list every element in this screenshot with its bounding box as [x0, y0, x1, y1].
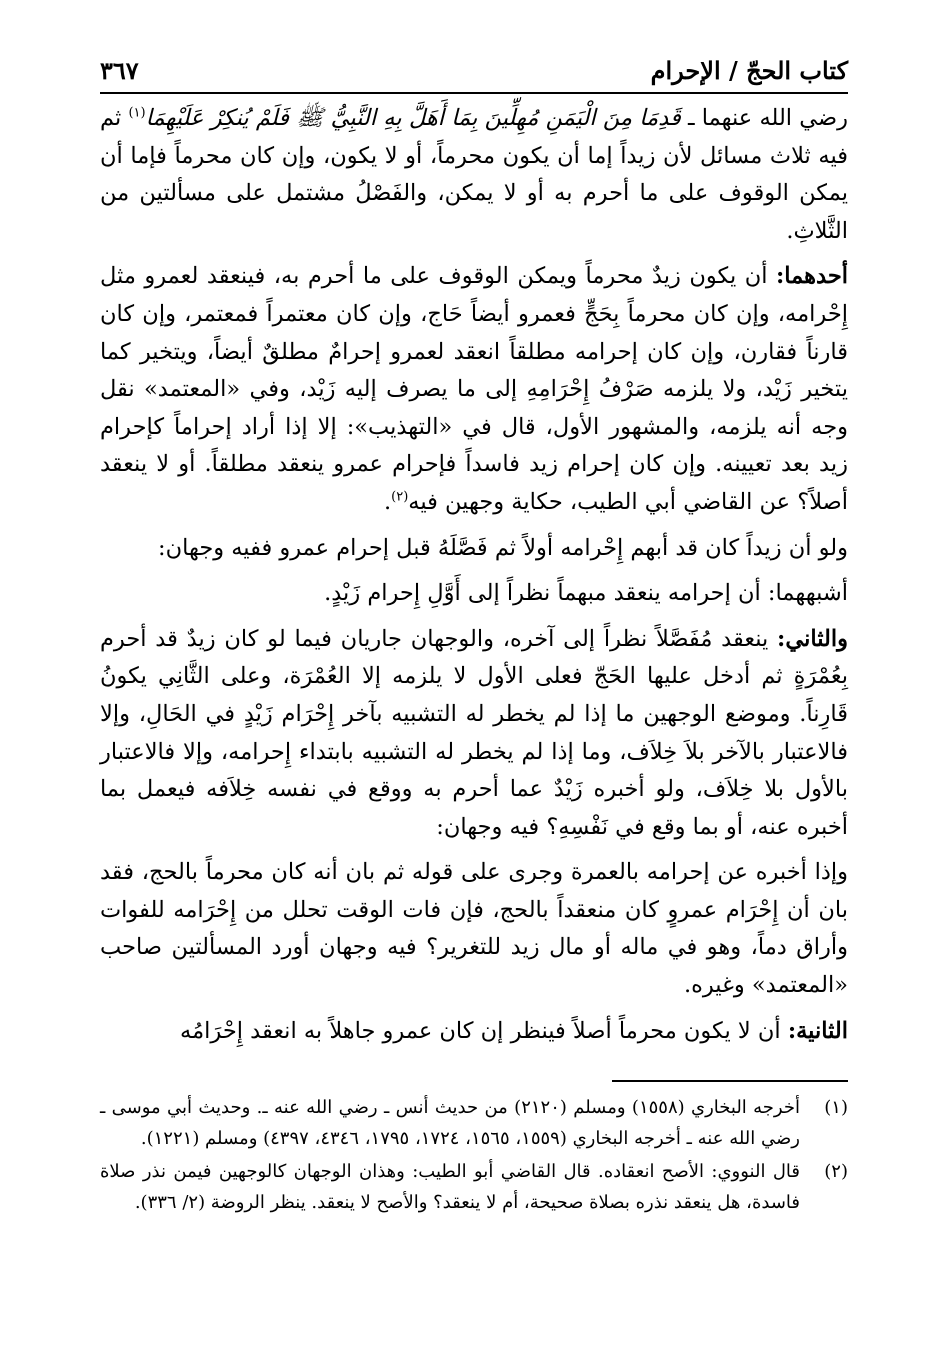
paragraph-5-lead: والثاني: — [777, 625, 848, 652]
footnote-number: (١) — [824, 1097, 848, 1118]
paragraph-7-lead: الثانية: — [787, 1017, 848, 1044]
footnote-text: أخرجه البخاري (١٥٥٨) ومسلم (٢١٢٠) من حديث أنس ـ رضي الله عنه ـ. وحديث أبي موسى ـ رضي الله عنه ـ أخرجه البخاري (١٥٥٩، ١٥٦٥، ١٧٢٤، ١٧٩٥، ٤٣٤٦، ٤٣٩٧) ومسلم (١٢٢١). — [100, 1097, 800, 1149]
paragraph-2-lead: أحدهما: — [775, 263, 848, 290]
page-number: ٣٦٧ — [100, 55, 139, 85]
paragraph-2 — [100, 258, 848, 521]
paragraph-6: وإذا أخبره عن إحرامه بالعمرة وجرى على قوله ثم بان أنه كان محرماً بالحج، فقد بان أن إِحْرَام عمروٍ كان منعقداً بالحج، فإن فات الوقت تحلل من إِحْرَامه للفوات وأراق دماً، وهو في ماله أو مال زيد للتغرير؟ فيه وجهان أورد المسألتين صاحب «المعتمد» وغيره. — [100, 859, 848, 999]
paragraph-1 — [100, 100, 848, 250]
paragraph-2-end: . — [383, 488, 392, 515]
paragraph-5-text: ينعقد مُفَصَّلاً نظراً إلى آخره، والوجهان جاريان فيما لو كان زيدٌ قد أحرم بِعُمْرَةٍ ثم أدخل عليها الحَجّ فعلى الأول لا يلزمه إلا العُمْرَة، وعلى الثَّانِي يكونُ قَارِناً. وموضع الوجهين ما إذا لم يخطر له التشبيه بآخر إِحْرَام زَيْدٍ في الحَالِ، وإلا فالاعتبار بالآخر بلاَ خِلاَف، وما إذا لم يخطر له التشبيه بابتداء إِحرامه، وإلا فالاعتبار بالأول بلا خِلاَف، ولو أخبره زَيْدٌ عما أحرم به ووقع في نفسه خِلاَفه فيعمل بما أخبره عنه، أو بما وقع في نَفْسِهِ؟ فيه وجهان: — [100, 625, 848, 840]
paragraph-7 — [100, 1013, 848, 1051]
paragraph-4: أشبههما: أن إحرامه ينعقد مبهماً نظراً إلى أَوَّلِ إِحرام زَيْدٍ. — [324, 580, 848, 607]
paragraph-5 — [100, 621, 848, 847]
paragraph-3: ولو أن زيداً كان قد أبهم إِحْرامه أولاً ثم فَصَّلَهُ قبل إحرام عمرو ففيه وجهان: — [157, 534, 848, 561]
paragraph-2-text: أن يكون زيدٌ محرماً ويمكن الوقوف على ما أحرم به، فينعقد لعمرو مثل إِحْرامه، وإن كان محرماً بِحَجٍّ فعمرو أيضاً حَاج، وإن كان معتمراً فمعتمر، وإن كان قارناً فقارن، وإن كان إحرامه مطلقاً انعقد لعمرو إحرامٌ مطلقٌ أيضاً، ويتخير كما يتخير زَيْد، ولا يلزمه صَرْفُ إِحْرَامِهِ إلى ما يصرف إليه زَيْد، وفي «المعتمد» نقل وجه أنه يلزمه، والمشهور الأول، قال في «التهذيب»: إلا إذا أراد إحراماً كإحرام زيد بعد تعيينه. وإن كان إحرام زيد فاسداً فإحرام عمرو ينعقد مطلقاً. أو لا ينعقد أصلاً؟ عن القاضي أبي الطيب، حكاية وجهين فيه — [100, 263, 848, 515]
footnotes — [100, 1092, 848, 1220]
footnote — [100, 1092, 848, 1154]
footnote-text: قال النووي: الأصح انعقاده. قال القاضي أبو الطيب: وهذان الوجهان كالوجهين فيمن نذر صلاة فاسدة، هل ينعقد نذره بصلاة صحيحة، أم لا ينعقد؟ والأصح لا ينعقد. ينظر الروضة (٢/ ٣٣٦). — [100, 1161, 800, 1213]
footnote-number: (٢) — [824, 1161, 848, 1182]
footnote-divider — [612, 1080, 848, 1082]
footnote-ref-1: (١) — [128, 105, 146, 121]
header-divider — [100, 92, 848, 94]
paragraph-7-text: أن لا يكون محرماً أصلاً فينظر إن كان عمرو جاهلاً به انعقد إِحْرَامُه — [180, 1017, 788, 1044]
paragraph-1-rest: ثم فيه ثلاث مسائل لأن زيداً إما أن يكون محرماً، أو لا يكون، وإن كان محرماً فإما أن يمكن الوقوف على ما أحرم به أو لا يمكن، والفَصْلُ مشتمل على مسألتين من الثَّلاثِ. — [100, 105, 848, 244]
footnote — [100, 1156, 848, 1218]
main-text — [100, 100, 848, 1058]
running-header — [100, 48, 848, 92]
hadith-quote: قَدِمَا مِنَ الْيَمَنِ مُهِلِّينَ بِمَا أَهَلَّ بِهِ النَّبِيُّ ﷺ فَلَمْ يُنكِرْ عَلَيْهِمَا — [145, 105, 681, 131]
header-title: كتاب الحجّ / الإحرام — [650, 55, 848, 85]
footnote-ref-2: (٢) — [391, 489, 409, 505]
paragraph-1-start: رضي الله عنهما ـ — [680, 105, 849, 131]
